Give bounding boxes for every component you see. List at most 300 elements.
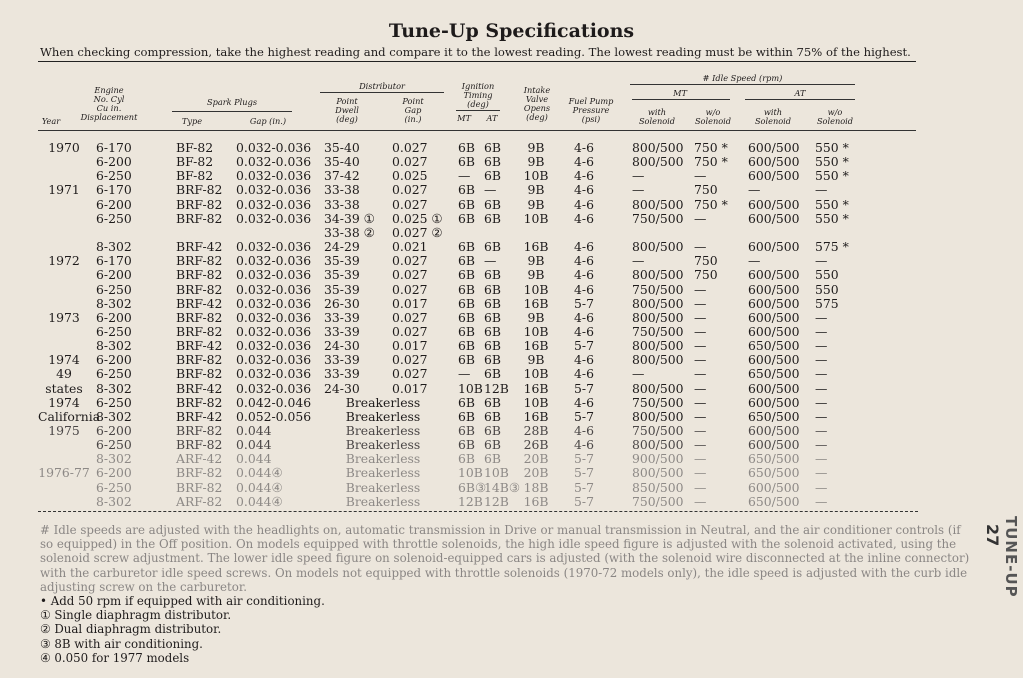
cell-atwo: — — [815, 493, 828, 509]
cell-atwo: — — [815, 253, 828, 269]
cell-intake: 9B — [527, 196, 545, 212]
cell-pgap: 0.027 — [392, 323, 428, 339]
cell-at: 6B — [484, 295, 501, 311]
cell-mt: 6B — [458, 210, 475, 226]
cell-mtw: 800/500 — [632, 239, 684, 255]
cell-year: 1971 — [48, 182, 80, 198]
cell-dwell: 35-39 — [324, 281, 360, 297]
cell-fuel: 4-6 — [574, 239, 594, 255]
cell-mtw: 750/500 — [632, 394, 684, 410]
cell-breakerless: Breakerless — [345, 479, 421, 495]
cell-engine: 8-302 — [96, 493, 132, 509]
cell-year: 1972 — [48, 253, 80, 269]
cell-engine: 6-250 — [96, 366, 132, 382]
cell-atw: 650/500 — [748, 451, 800, 467]
cell-intake: 18B — [523, 479, 549, 495]
cell-type: BF-82 — [176, 154, 214, 170]
cell-year: California — [38, 408, 101, 424]
cell-mtw: 800/500 — [632, 154, 684, 170]
cell-mtwo: — — [694, 295, 707, 311]
header-rule — [38, 130, 916, 131]
cell-atw: 600/500 — [748, 437, 800, 453]
cell-mtw: 750/500 — [632, 493, 684, 509]
cell-pgap: 0.027 — [392, 140, 428, 155]
col-point-dwell-header: Point Dwell (deg) — [335, 96, 359, 124]
cell-type: BRF-82 — [176, 182, 223, 198]
cell-breakerless: Breakerless — [345, 437, 421, 453]
cell-gap: 0.044④ — [236, 465, 283, 481]
cell-at: 6B — [484, 394, 501, 410]
table-row — [0, 311, 1023, 325]
cell-mt: 6B — [458, 451, 475, 467]
cell-fuel: 4-6 — [574, 281, 594, 297]
table-row — [0, 452, 1023, 466]
cell-breakerless: Breakerless — [345, 408, 421, 424]
cell-fuel: 4-6 — [574, 352, 594, 368]
ignition-underline — [456, 110, 500, 111]
cell-at: 6B — [484, 352, 501, 368]
cell-type: BRF-82 — [176, 394, 223, 410]
cell-engine: 6-250 — [96, 394, 132, 410]
col-idle-mt-header: MT — [673, 88, 687, 98]
cell-mtwo: — — [694, 323, 707, 339]
cell-atw: 600/500 — [748, 323, 800, 339]
cell-pgap: 0.027 — [392, 366, 428, 382]
cell-year: 1975 — [48, 423, 80, 438]
cell-at: 6B — [484, 451, 501, 467]
cell-atw: 600/500 — [748, 239, 800, 255]
cell-mtw: 800/500 — [632, 295, 684, 311]
cell-mtw: — — [632, 366, 645, 382]
cell-fuel: 4-6 — [574, 267, 594, 283]
cell-pgap: 0.027 — [392, 267, 428, 283]
cell-mtw: 800/500 — [632, 408, 684, 424]
table-row — [0, 495, 1023, 509]
col-idle-speed-header: # Idle Speed (rpm) — [702, 73, 783, 83]
cell-mtwo: — — [694, 408, 707, 424]
cell-type: ARF-42 — [176, 451, 223, 467]
cell-engine: 6-170 — [96, 182, 132, 198]
cell-gap: 0.044 — [236, 423, 272, 438]
cell-dwell: 35-40 — [324, 154, 360, 170]
cell-dwell: 26-30 — [324, 295, 360, 311]
idle-mt-underline — [632, 99, 730, 100]
cell-dwell: 37-42 — [324, 168, 360, 184]
cell-atw: 600/500 — [748, 281, 800, 297]
cell-mtwo: — — [694, 493, 707, 509]
cell-intake: 10B — [523, 366, 549, 382]
cell-type: ARF-82 — [176, 493, 223, 509]
footnote-4: ④ 0.050 for 1977 models — [40, 650, 190, 665]
cell-gap: 0.044 — [236, 437, 272, 453]
cell-fuel: 5-7 — [574, 493, 594, 509]
cell-mtw: 800/500 — [632, 437, 684, 453]
cell-at: 6B — [484, 323, 501, 339]
cell-intake: 28B — [523, 423, 549, 438]
table-row — [0, 438, 1023, 452]
cell-fuel: 5-7 — [574, 408, 594, 424]
cell-fuel: 4-6 — [574, 154, 594, 170]
cell-mtwo: 750 * — [694, 196, 728, 212]
cell-fuel: 4-6 — [574, 253, 594, 269]
col-year-header: Year — [41, 116, 61, 126]
cell-type: BRF-82 — [176, 366, 223, 382]
cell-intake: 20B — [523, 451, 549, 467]
cell-mtwo: — — [694, 380, 707, 396]
col-mt-with-solenoid-header: with Solenoid — [638, 107, 676, 126]
col-fuel-pump-header: Fuel Pump Pressure (psi) — [568, 96, 614, 124]
cell-mtwo: — — [694, 479, 707, 495]
cell-mtwo: — — [694, 451, 707, 467]
table-row — [0, 481, 1023, 495]
cell-mt: 6B — [458, 352, 475, 368]
cell-breakerless: Breakerless — [345, 451, 421, 467]
cell-fuel: 4-6 — [574, 323, 594, 339]
cell-fuel: 4-6 — [574, 423, 594, 438]
cell-atw: 600/500 — [748, 154, 800, 170]
cell-at: 6B — [484, 168, 501, 184]
cell-gap: 0.032-0.036 — [236, 239, 312, 255]
cell-atw: 650/500 — [748, 366, 800, 382]
cell-intake: 16B — [523, 408, 549, 424]
cell-dwell: 33-39 — [324, 323, 360, 339]
table-row — [0, 141, 1023, 155]
cell-mtwo: — — [694, 465, 707, 481]
footnotes — [40, 523, 970, 665]
table-row — [0, 466, 1023, 480]
cell-dwell: 24-29 — [324, 239, 360, 255]
col-ignition-at-header: AT — [486, 113, 498, 123]
cell-mtwo: — — [694, 394, 707, 410]
cell-mt: 6B — [458, 196, 475, 212]
cell-atwo: 550 * — [815, 210, 849, 226]
cell-mt: 6B — [458, 295, 475, 311]
cell-engine: 8-302 — [96, 380, 132, 396]
cell-engine: 6-200 — [96, 465, 132, 481]
cell-at: — — [484, 253, 497, 269]
footnote-rule — [38, 511, 918, 512]
cell-mtwo: — — [694, 281, 707, 297]
cell-mt: — — [458, 366, 471, 382]
cell-engine: 6-250 — [96, 323, 132, 339]
cell-type: BRF-82 — [176, 281, 223, 297]
cell-mtw: 750/500 — [632, 281, 684, 297]
cell-mt: 6B — [458, 394, 475, 410]
cell-type: BRF-82 — [176, 267, 223, 283]
table-row — [0, 254, 1023, 268]
cell-at: 6B — [484, 423, 501, 438]
table-row — [0, 382, 1023, 396]
table-row — [0, 339, 1023, 353]
col-ignition-header: Ignition Timing (deg) — [461, 81, 495, 109]
cell-pgap: 0.027 — [392, 281, 428, 297]
cell-atwo: — — [815, 465, 828, 481]
cell-at: 6B — [484, 239, 501, 255]
cell-atw: 650/500 — [748, 493, 800, 509]
cell-atwo: — — [815, 408, 828, 424]
cell-at: 10B — [484, 465, 509, 481]
cell-gap: 0.032-0.036 — [236, 323, 312, 339]
cell-intake: 9B — [527, 140, 545, 155]
cell-year: 49 — [56, 366, 72, 382]
cell-intake: 16B — [523, 295, 549, 311]
cell-atwo: 575 — [815, 295, 839, 311]
cell-mt: 6B — [458, 423, 475, 438]
cell-intake: 9B — [527, 352, 545, 368]
col-idle-at-header: AT — [794, 88, 806, 98]
cell-atwo: — — [815, 380, 828, 396]
cell-atw: 650/500 — [748, 338, 800, 354]
title-rule — [38, 61, 916, 62]
col-distributor-header: Distributor — [359, 81, 405, 91]
cell-gap: 0.032-0.036 — [236, 196, 312, 212]
cell-gap: 0.032-0.036 — [236, 295, 312, 311]
cell-at: 6B — [484, 338, 501, 354]
cell-mtw: 800/500 — [632, 140, 684, 155]
cell-atw: 600/500 — [748, 196, 800, 212]
cell-mt: 6B — [458, 309, 475, 325]
cell-type: BRF-82 — [176, 465, 223, 481]
spark-plugs-underline — [172, 111, 292, 112]
cell-mtwo: — — [694, 168, 707, 184]
cell-atwo: — — [815, 352, 828, 368]
cell-fuel: 5-7 — [574, 338, 594, 354]
cell-atw: 600/500 — [748, 309, 800, 325]
cell-pgap: 0.017 — [392, 338, 428, 354]
table-row — [0, 169, 1023, 183]
cell-atwo: — — [815, 394, 828, 410]
cell-fuel: 5-7 — [574, 465, 594, 481]
cell-intake: 20B — [523, 465, 549, 481]
cell-type: BRF-42 — [176, 408, 223, 424]
cell-engine: 6-250 — [96, 479, 132, 495]
cell-atw: 600/500 — [748, 479, 800, 495]
cell-mtwo: 750 — [694, 253, 718, 269]
cell-atw: 600/500 — [748, 295, 800, 311]
cell-gap: 0.032-0.036 — [236, 140, 312, 155]
cell-engine: 8-302 — [96, 451, 132, 467]
cell-intake: 9B — [527, 182, 545, 198]
cell-type: BRF-42 — [176, 338, 223, 354]
col-at-with-solenoid-header: with Solenoid — [754, 107, 792, 126]
cell-atw: 600/500 — [748, 140, 800, 155]
table-row — [0, 283, 1023, 297]
cell-dwell: 35-39 — [324, 253, 360, 269]
cell-mt: 6B — [458, 437, 475, 453]
cell-at: 6B — [484, 196, 501, 212]
cell-engine: 6-200 — [96, 267, 132, 283]
cell-mtwo: — — [694, 210, 707, 226]
cell-type: BRF-82 — [176, 196, 223, 212]
section-tab — [983, 516, 1020, 598]
cell-mtw: 800/500 — [632, 196, 684, 212]
cell-engine: 6-200 — [96, 423, 132, 438]
cell-mt: 12B — [458, 493, 483, 509]
col-type-header: Type — [181, 116, 203, 126]
cell-fuel: 4-6 — [574, 366, 594, 382]
cell-at: 6B — [484, 281, 501, 297]
cell-dwell: 24-30 — [324, 338, 360, 354]
cell-atwo: 550 — [815, 267, 839, 283]
cell-type: BRF-82 — [176, 437, 223, 453]
cell-type: BRF-82 — [176, 323, 223, 339]
cell-mt: 6B — [458, 154, 475, 170]
cell-type: BRF-42 — [176, 380, 223, 396]
cell-at: — — [484, 182, 497, 198]
cell-intake: 16B — [523, 493, 549, 509]
cell-engine: 6-170 — [96, 253, 132, 269]
cell-engine: 6-250 — [96, 437, 132, 453]
cell-fuel: 4-6 — [574, 210, 594, 226]
cell-mtwo: — — [694, 437, 707, 453]
cell-atwo: 550 * — [815, 168, 849, 184]
cell-at: 6B — [484, 408, 501, 424]
cell-gap: 0.032-0.036 — [236, 168, 312, 184]
col-gap-header: Gap (in.) — [249, 116, 287, 126]
cell-at: 6B — [484, 210, 501, 226]
cell-mtw: 750/500 — [632, 323, 684, 339]
cell-at: 12B — [484, 380, 509, 396]
cell-mt: 6B — [458, 323, 475, 339]
table-row — [0, 396, 1023, 410]
cell-at: 6B — [484, 154, 501, 170]
cell-mt: — — [458, 168, 471, 184]
cell-gap: 0.032-0.036 — [236, 352, 312, 368]
cell-fuel: 5-7 — [574, 380, 594, 396]
cell-year: 1973 — [48, 309, 80, 325]
cell-gap: 0.032-0.036 — [236, 154, 312, 170]
cell-dwell: 35-39 — [324, 267, 360, 283]
cell-intake: 10B — [523, 168, 549, 184]
cell-atwo: — — [815, 309, 828, 325]
table-row — [0, 424, 1023, 438]
cell-mt: 10B — [458, 380, 483, 396]
footnote-3: ③ 8B with air conditioning. — [40, 636, 203, 651]
cell-breakerless: Breakerless — [345, 465, 421, 481]
cell-mtw: 800/500 — [632, 309, 684, 325]
cell-gap: 0.032-0.036 — [236, 366, 312, 382]
cell-gap: 0.032-0.036 — [236, 281, 312, 297]
cell-type: BF-82 — [176, 140, 214, 155]
cell-gap: 0.052-0.056 — [236, 408, 312, 424]
page-title: Tune-Up Specifications — [388, 20, 635, 42]
cell-gap: 0.032-0.036 — [236, 380, 312, 396]
cell-dwell: 33-38 ② — [324, 224, 375, 240]
cell-at: 14B③ — [484, 479, 520, 495]
cell-intake: 10B — [523, 323, 549, 339]
page-number: 27 — [983, 524, 1002, 547]
footnote-1: ① Single diaphragm distributor. — [40, 608, 232, 623]
cell-pgap: 0.027 — [392, 196, 428, 212]
cell-atwo: — — [815, 451, 828, 467]
cell-type: BRF-82 — [176, 479, 223, 495]
cell-mt: 10B — [458, 465, 483, 481]
col-mt-without-solenoid-header: w/o Solenoid — [694, 107, 732, 126]
cell-mtw: 800/500 — [632, 338, 684, 354]
cell-pgap: 0.027 — [392, 352, 428, 368]
cell-atw: 600/500 — [748, 394, 800, 410]
table-row — [0, 240, 1023, 254]
cell-dwell: 34-39 ① — [324, 210, 375, 226]
cell-intake: 10B — [523, 210, 549, 226]
cell-pgap: 0.027 — [392, 154, 428, 170]
cell-pgap: 0.027 — [392, 182, 428, 198]
cell-gap: 0.032-0.036 — [236, 253, 312, 269]
cell-at: 6B — [484, 140, 501, 155]
cell-atwo: 550 — [815, 281, 839, 297]
cell-gap: 0.042-0.046 — [236, 394, 312, 410]
cell-engine: 6-170 — [96, 140, 132, 155]
cell-atw: 600/500 — [748, 267, 800, 283]
cell-intake: 26B — [523, 437, 549, 453]
cell-atwo: — — [815, 479, 828, 495]
cell-type: BRF-42 — [176, 295, 223, 311]
cell-atw: 650/500 — [748, 408, 800, 424]
cell-breakerless: Breakerless — [345, 493, 421, 509]
table-row — [0, 183, 1023, 197]
col-spark-plugs-header: Spark Plugs — [206, 97, 258, 107]
cell-atw: 600/500 — [748, 168, 800, 184]
cell-atw: 600/500 — [748, 352, 800, 368]
cell-mtw: 900/500 — [632, 451, 684, 467]
cell-mtw: 800/500 — [632, 380, 684, 396]
cell-mt: 6B — [458, 267, 475, 283]
cell-fuel: 4-6 — [574, 168, 594, 184]
cell-at: 12B — [484, 493, 509, 509]
cell-gap: 0.044 — [236, 451, 272, 467]
cell-atwo: 575 * — [815, 239, 849, 255]
cell-atwo: 550 * — [815, 196, 849, 212]
distributor-underline — [320, 92, 444, 93]
cell-breakerless: Breakerless — [345, 394, 421, 410]
cell-mtw: 800/500 — [632, 267, 684, 283]
compression-note: When checking compression, take the highest reading and compare it to the lowest reading. The lowest reading must be within 75% of the highest. — [40, 45, 911, 59]
cell-mt: 6B — [458, 182, 475, 198]
cell-intake: 16B — [523, 239, 549, 255]
cell-atwo: — — [815, 423, 828, 438]
cell-intake: 9B — [527, 309, 545, 325]
cell-gap: 0.032-0.036 — [236, 267, 312, 283]
footnote-2: ② Dual diaphragm distributor. — [40, 622, 222, 637]
cell-atwo: — — [815, 366, 828, 382]
cell-year: 1976-77 — [38, 465, 90, 481]
cell-mtwo: — — [694, 239, 707, 255]
cell-mtwo: — — [694, 352, 707, 368]
cell-dwell: 24-30 — [324, 380, 360, 396]
cell-atwo: 550 * — [815, 154, 849, 170]
cell-mtw: 800/500 — [632, 352, 684, 368]
cell-mtwo: — — [694, 338, 707, 354]
cell-type: BF-82 — [176, 168, 214, 184]
cell-pgap: 0.021 — [392, 239, 428, 255]
cell-engine: 6-200 — [96, 154, 132, 170]
cell-dwell: 33-39 — [324, 366, 360, 382]
cell-fuel: 4-6 — [574, 140, 594, 155]
cell-fuel: 5-7 — [574, 295, 594, 311]
cell-atw: 600/500 — [748, 380, 800, 396]
cell-mtw: — — [632, 182, 645, 198]
cell-at: 6B — [484, 366, 501, 382]
cell-atwo: — — [815, 182, 828, 198]
cell-dwell: 33-38 — [324, 196, 360, 212]
cell-intake: 16B — [523, 380, 549, 396]
table-row — [0, 367, 1023, 381]
col-at-without-solenoid-header: w/o Solenoid — [816, 107, 854, 126]
cell-atw: — — [748, 182, 761, 198]
cell-mtwo: 750 — [694, 267, 718, 283]
cell-type: BRF-42 — [176, 239, 223, 255]
table-row — [0, 325, 1023, 339]
